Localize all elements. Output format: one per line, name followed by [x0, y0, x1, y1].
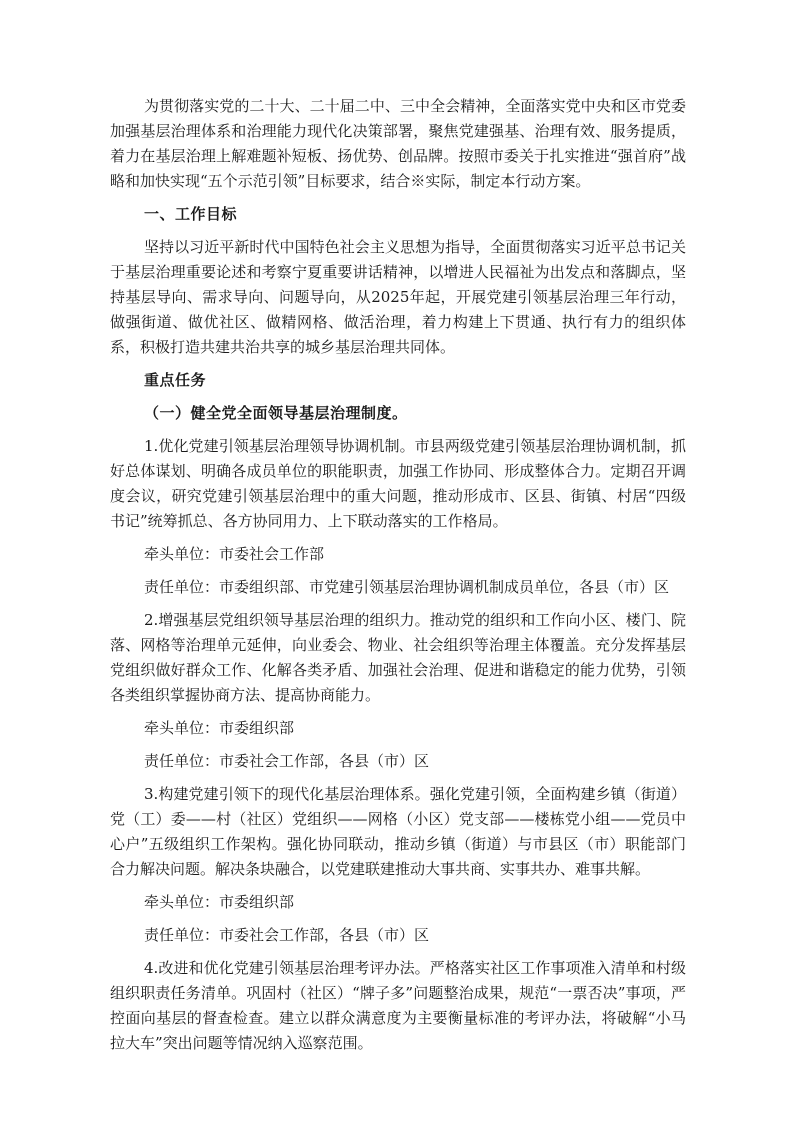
- task-2-responsible-unit: 责任单位：市委社会工作部，各县（市）区: [144, 752, 430, 770]
- task-2-paragraph: 2.增强基层党组织领导基层治理的组织力。推动党的组织和工作向小区、楼门、院落、网格等治理单元延伸，向业委会、物业、社会组织等治理主体覆盖。充分发挥基层党组织做好群众工作、化解各类矛盾、加强社会治理、促进和谐稳定的能力优势，引领各类组织掌握协商方法、提高协商能力。: [110, 611, 686, 704]
- task-4-paragraph: 4.改进和优化党建引领基层治理考评办法。严格落实社区工作事项准入清单和村级组织职责任务清单。巩固村（社区）“牌子多”问题整治成果，规范“一票否决”事项，严控面向基层的督查检查。建立以群众满意度为主要衡量标准的考评办法，将破解“小马拉大车”突出问题等情况纳入巡察范围。: [110, 959, 686, 1052]
- intro-paragraph: 为贯彻落实党的二十大、二十届二中、三中全会精神，全面落实党中央和区市党委加强基层治理体系和治理能力现代化决策部署，聚焦党建强基、治理有效、服务提质，着力在基层治理上解难题补短板、扬优势、创品牌。按照市委关于扎实推进“强首府”战略和加快实现“五个示范引领”目标要求，结合※实际，制定本行动方案。: [110, 97, 686, 190]
- task-1-paragraph: 1.优化党建引领基层治理领导协调机制。市县两级党建引领基层治理协调机制，抓好总体谋划、明确各成员单位的职能职责，加强工作协同、形成整体合力。定期召开调度会议，研究党建引领基层治理中的重大问题，推动形成市、区县、街镇、村居“四级书记”统筹抓总、各方协同用力、上下联动落实的工作格局。: [110, 437, 686, 530]
- document-page: [110, 94, 686, 1064]
- heading-work-goals: 一、工作目标: [144, 205, 238, 223]
- task-1-responsible-unit: 责任单位：市委组织部、市党建引领基层治理协调机制成员单位，各县（市）区: [144, 578, 670, 596]
- task-2-lead-unit: 牵头单位：市委组织部: [144, 719, 295, 737]
- task-3-paragraph: 3.构建党建引领下的现代化基层治理体系。强化党建引领，全面构建乡镇（街道）党（工）委——村（社区）党组织——网格（小区）党支部——楼栋党小组——党员中心户”五级组织工作架构。强化协同联动，推动乡镇（街道）与市县区（市）职能部门合力解决问题。解决条块融合，以党建联建推动大事共商、实事共办、难事共解。: [110, 785, 686, 878]
- task-1-lead-unit: 牵头单位：市委社会工作部: [144, 545, 325, 563]
- goal-paragraph: 坚持以习近平新时代中国特色社会主义思想为指导，全面贯彻落实习近平总书记关于基层治理重要论述和考察宁夏重要讲话精神，以增进人民福祉为出发点和落脚点，坚持基层导向、需求导向、问题导向，从2025年起，开展党建引领基层治理三年行动，做强街道、做优社区、做精网格、做活治理，着力构建上下贯通、执行有力的组织体系，积极打造共建共治共享的城乡基层治理共同体。: [110, 238, 686, 356]
- heading-key-tasks: 重点任务: [144, 371, 207, 389]
- heading-section-one: （一）健全党全面领导基层治理制度。: [144, 404, 408, 422]
- task-3-lead-unit: 牵头单位：市委组织部: [144, 893, 295, 911]
- task-3-responsible-unit: 责任单位：市委社会工作部，各县（市）区: [144, 926, 430, 944]
